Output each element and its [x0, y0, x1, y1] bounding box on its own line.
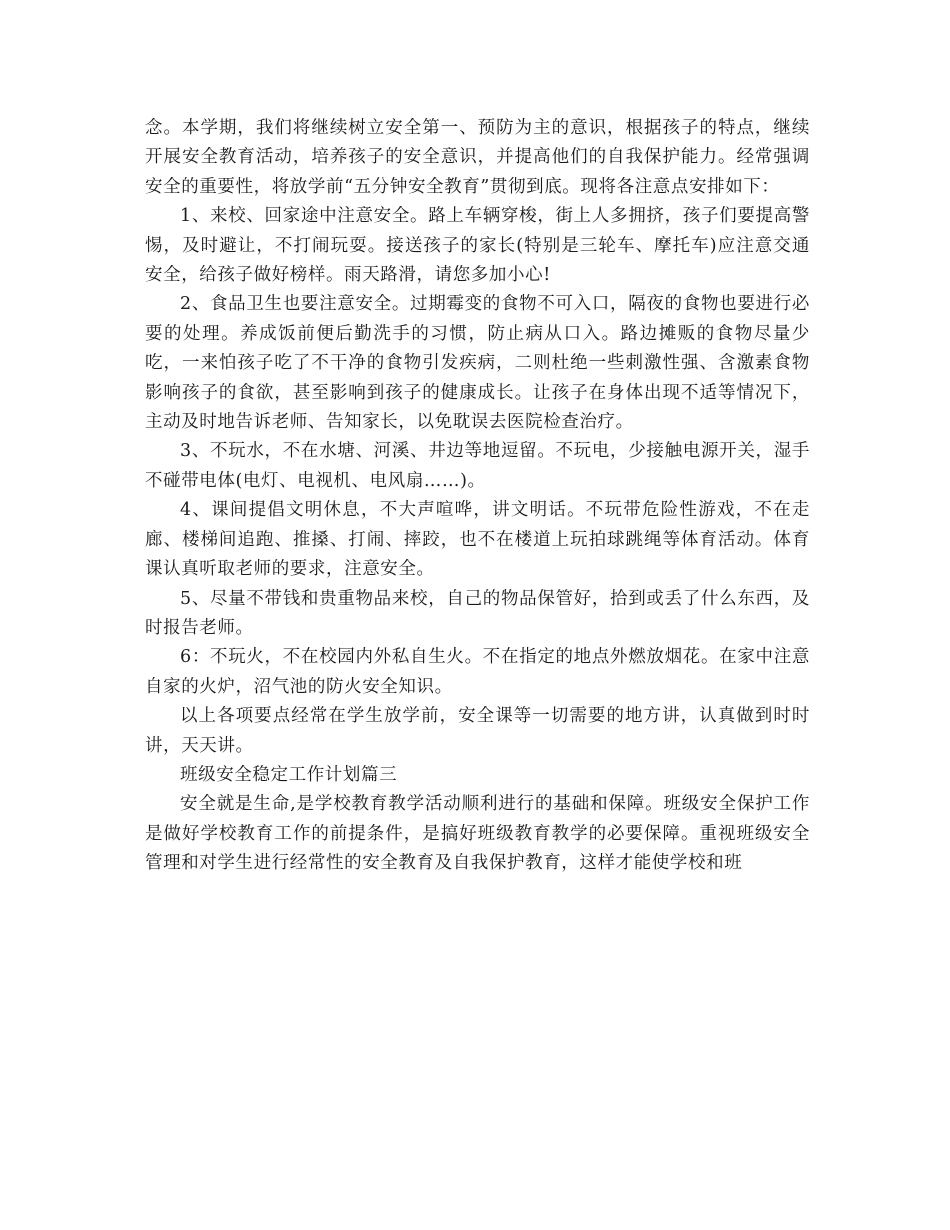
paragraph-intro-continuation: 念。本学期，我们将继续树立安全第一、预防为主的意识，根据孩子的特点，继续开展安全教育活动，培养孩子的安全意识，并提高他们的自我保护能力。经常强调安全的重要性，将放学前“五分钟安全教育”贯彻到底。现将各注意点安排如下： — [145, 118, 810, 197]
paragraph-item-1: 1、来校、回家途中注意安全。路上车辆穿梭，街上人多拥挤，孩子们要提高警惕，及时避让，不打闹玩耍。接送孩子的家长(特别是三轮车、摩托车)应注意交通安全，给孩子做好榜样。雨天路滑，请您多加小心! — [145, 206, 810, 286]
paragraph-item-6: 6：不玩火，不在校园内外私自生火。不在指定的地点外燃放烟花。在家中注意自家的火炉，沼气池的防火安全知识。 — [145, 647, 810, 697]
paragraph-item-3: 3、不玩水，不在水塘、河溪、井边等地逗留。不玩电，少接触电源开关，湿手不碰带电体(电灯、电视机、电风扇……)。 — [145, 441, 810, 491]
document-body — [145, 114, 810, 879]
paragraph-section-intro: 安全就是生命,是学校教育教学活动顺利进行的基础和保障。班级安全保护工作是做好学校教育工作的前提条件，是搞好班级教育教学的必要保障。重视班级安全管理和对学生进行经常性的安全教育及自我保护教育，这样才能使学校和班 — [145, 794, 810, 874]
paragraph-summary: 以上各项要点经常在学生放学前，安全课等一切需要的地方讲，认真做到时时讲，天天讲。 — [145, 706, 810, 756]
paragraph-item-5: 5、尽量不带钱和贵重物品来校，自己的物品保管好，拾到或丢了什么东西，及时报告老师。 — [145, 588, 810, 638]
paragraph-item-2: 2、食品卫生也要注意安全。过期霉变的食物不可入口，隔夜的食物也要进行必要的处理。养成饭前便后勤洗手的习惯，防止病从口入。路边摊贩的食物尽量少吃，一来怕孩子吃了不干净的食物引发疾病，二则杜绝一些刺激性强、含激素食物影响孩子的食欲，甚至影响到孩子的健康成长。让孩子在身体出现不适等情况下，主动及时地告诉老师、告知家长，以免耽误去医院检查治疗。 — [145, 294, 810, 433]
paragraph-item-4: 4、课间提倡文明休息，不大声喧哗，讲文明话。不玩带危险性游戏，不在走廊、楼梯间追跑、推搡、打闹、摔跤，也不在楼道上玩拍球跳绳等体育活动。体育课认真听取老师的要求，注意安全。 — [145, 500, 810, 580]
section-heading: 班级安全稳定工作计划篇三 — [180, 764, 398, 785]
